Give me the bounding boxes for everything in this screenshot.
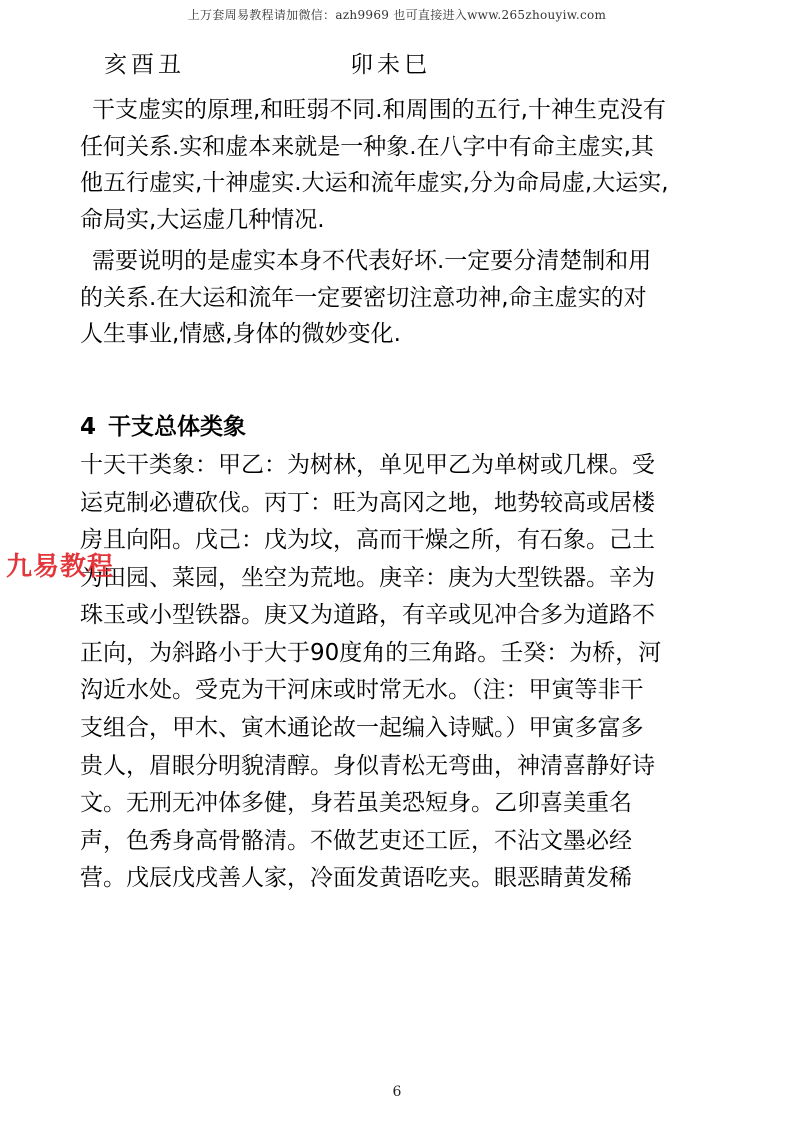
text-line: 需要说明的是虚实本身不代表好坏.一定要分清楚制和用	[92, 247, 652, 274]
text-line: 运克制必遭砍伐。丙丁：旺为高冈之地，地势较高或居楼	[80, 489, 655, 516]
text-line: 十天干类象：甲乙：为树林，单见甲乙为单树或几棵。受	[80, 451, 655, 478]
text-line: 文。无刑无冲体多健，身若虽美恐短身。乙卯喜美重名	[80, 790, 632, 817]
paragraph-xushi-note	[80, 243, 720, 353]
text-line: 任何关系.实和虚本来就是一种象.在八字中有命主虚实,其	[80, 133, 654, 160]
section-title: 干支总体类象	[108, 413, 246, 440]
text-line: 的关系.在大运和流年一定要密切注意功神,命主虚实的对	[80, 284, 647, 311]
watermark-logo: 九易教程	[6, 552, 115, 582]
document-body	[80, 92, 720, 898]
text-line: 房且向阳。戊己：戊为坟，高而干燥之所，有石象。己土	[80, 527, 655, 554]
text-line: 命局实,大运虚几种情况.	[80, 207, 325, 234]
page-number: 6	[392, 1084, 402, 1100]
text-line: 沟近水处。受克为干河床或时常无水。（注：甲寅等非干	[80, 677, 644, 704]
section-number: 4	[80, 413, 97, 440]
text-line: 正向，为斜路小于大于90度角的三角路。壬癸：为桥，河	[80, 639, 662, 666]
text-line: 珠玉或小型铁器。庚又为道路，有辛或见冲合多为道路不	[80, 602, 655, 629]
paragraph-xushi-principle	[80, 92, 720, 239]
text-line: 声，色秀身高骨骼清。不做艺吏还工匠，不沾文墨必经	[80, 827, 632, 854]
text-line: 支组合，甲木、寅木通论故一起编入诗赋。）甲寅多富多	[80, 715, 644, 742]
branch-group-right: 卯未巳	[350, 52, 431, 78]
section-heading	[80, 409, 720, 445]
section-body	[80, 447, 720, 898]
text-line: 为田园、菜园，坐空为荒地。庚辛：庚为大型铁器。辛为	[80, 564, 655, 591]
text-line: 他五行虚实,十神虚实.大运和流年虚实,分为命局虚,大运实,	[80, 170, 669, 197]
text-line: 营。戊辰戊戌善人家，冷面发黄语吃夹。眼恶睛黄发稀	[80, 865, 632, 892]
text-line: 贵人，眉眼分明貌清醇。身似青松无弯曲，神清喜静好诗	[80, 752, 655, 779]
branch-group-left: 亥酉丑	[104, 52, 185, 78]
header-note: 上万套周易教程请加微信：azh9969 也可直接进入www.265zhouyiw.com	[187, 8, 607, 22]
text-line: 干支虚实的原理,和旺弱不同.和周围的五行,十神生克没有	[92, 97, 666, 123]
text-line: 人生事业,情感,身体的微妙变化.	[80, 321, 401, 348]
